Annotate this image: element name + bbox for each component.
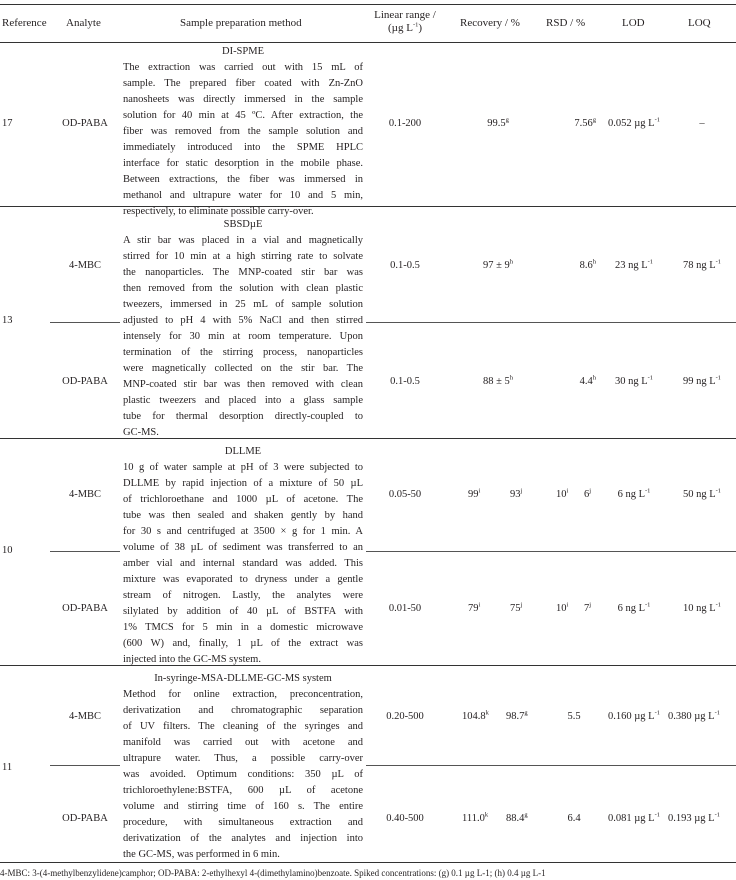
recovery-value: 111.0 bbox=[462, 813, 485, 824]
lod-value: 0.160 µg L bbox=[607, 711, 655, 722]
footnote-marker: j bbox=[589, 487, 592, 495]
unit-exponent: -1 bbox=[654, 811, 660, 819]
method-line: derivatization and chromatographic separation bbox=[123, 705, 363, 716]
lod-cell bbox=[598, 489, 670, 500]
footnote-marker: j bbox=[589, 601, 592, 609]
linear-range-cell: 0.20-500 bbox=[386, 711, 424, 722]
header-recovery: Recovery / % bbox=[460, 17, 520, 29]
lod-value: 6 ng L bbox=[617, 489, 645, 500]
lod-value: 6 ng L bbox=[617, 603, 645, 614]
rsd-cell bbox=[546, 711, 602, 722]
lod-value: 30 ng L bbox=[614, 376, 648, 387]
unit-exponent: -1 bbox=[647, 374, 654, 382]
footnote-marker: h bbox=[509, 258, 513, 266]
method-line: then removed from the solution with clean plastic bbox=[123, 283, 363, 294]
unit-exponent: -1 bbox=[715, 601, 722, 609]
method-line: GC-MS. bbox=[123, 427, 159, 438]
recovery-cell-a bbox=[468, 603, 480, 614]
rsd-cell bbox=[546, 813, 602, 824]
footnote-marker: j bbox=[520, 487, 523, 495]
recovery-cell-a bbox=[468, 489, 480, 500]
recovery-value: 99.5 bbox=[487, 118, 506, 129]
loq-cell bbox=[668, 260, 736, 271]
table-footnote: 4-MBC: 3-(4-methylbenzylidene)camphor; OD-PABA: 2-ethylhexyl 4-(dimethylamino)benzoate. Spiked concentrations: (g) 0.1 µg L-1; (h) 0.4 µg L-1 bbox=[0, 868, 546, 878]
analyte-cell: 4-MBC bbox=[68, 711, 102, 722]
method-line: plastic tweezers and placed into a glass sample bbox=[123, 395, 363, 406]
recovery-cell bbox=[450, 260, 546, 271]
rsd-value: 4.4 bbox=[579, 376, 593, 387]
method-cell bbox=[123, 444, 363, 668]
method-title: DLLME bbox=[224, 446, 262, 457]
footnote-marker: g bbox=[592, 116, 596, 124]
footnote-marker: i bbox=[478, 601, 481, 609]
loq-value: 0.380 µg L bbox=[668, 711, 715, 722]
analyte-cell: 4-MBC bbox=[68, 260, 102, 271]
lod-cell bbox=[598, 711, 670, 722]
footnote-marker: i bbox=[566, 487, 569, 495]
loq-value: – bbox=[699, 118, 705, 129]
header-linear-range-line2: (µg L bbox=[387, 22, 413, 34]
recovery-value: 88.4 bbox=[506, 813, 525, 824]
method-line: 10 g of water sample at pH of 3 were subjected to bbox=[123, 462, 363, 473]
analyte-cell: OD-PABA bbox=[62, 603, 108, 614]
method-line: mixture was evaporated to dryness under a gentle bbox=[123, 574, 363, 585]
reference-cell: 13 bbox=[2, 315, 13, 326]
method-line: A stir bar was placed in a vial and magnetically bbox=[123, 235, 363, 246]
method-line: Between extractions, the fiber was immersed in bbox=[123, 174, 363, 185]
method-line: solution for 40 min at 45 ºC. After extraction, the bbox=[123, 110, 363, 121]
loq-value: 50 ng L bbox=[682, 489, 716, 500]
header-linear-range: Linear range / (µg $L^{-1}$) bbox=[374, 9, 436, 34]
method-line: manifold was carried out with acetone and bbox=[123, 737, 363, 748]
linear-range-cell: 0.01-50 bbox=[388, 603, 422, 614]
method-line: nanosheets was directly immersed in the sample bbox=[123, 94, 363, 105]
lod-cell bbox=[598, 118, 670, 129]
linear-range-cell: 0.1-0.5 bbox=[390, 376, 420, 387]
footnote-marker: j bbox=[520, 601, 523, 609]
rsd-value: 6.4 bbox=[567, 813, 581, 824]
method-line: Method for online extraction, preconcentration, bbox=[123, 689, 363, 700]
method-line: methanol and ultrapure water for 10 and 5 min, bbox=[123, 190, 363, 201]
loq-cell bbox=[668, 603, 736, 614]
recovery-cell bbox=[450, 376, 546, 387]
recovery-value: 79 bbox=[468, 603, 479, 614]
method-line: volume and stirring time of 160 s. The entire bbox=[123, 801, 363, 812]
method-cell bbox=[123, 44, 363, 220]
recovery-value: 99 bbox=[468, 489, 479, 500]
method-line: 1% TMCS for 5 min in a domestic microwave bbox=[123, 622, 363, 633]
recovery-cell-a bbox=[462, 711, 489, 722]
analyte-cell: OD-PABA bbox=[62, 376, 108, 387]
rsd-cell-b bbox=[584, 489, 591, 500]
loq-value: 78 ng L bbox=[682, 260, 716, 271]
footnote-marker: h bbox=[509, 374, 513, 382]
rsd-cell bbox=[546, 118, 596, 129]
loq-cell bbox=[668, 711, 720, 722]
footnote-marker: k bbox=[485, 709, 489, 717]
row-divider bbox=[366, 551, 736, 552]
loq-cell bbox=[668, 118, 736, 129]
header-rule bbox=[0, 42, 736, 43]
unit-exponent: -1 bbox=[654, 116, 660, 124]
method-line: ultrapure water. Thus, a possible carry-over bbox=[123, 753, 363, 764]
lod-value: 23 ng L bbox=[614, 260, 648, 271]
method-line: immediately introduced into the SPME HPLC bbox=[123, 142, 363, 153]
rsd-value: 7.56 bbox=[574, 118, 593, 129]
row-divider bbox=[366, 322, 736, 323]
lod-cell bbox=[598, 376, 670, 387]
group-divider bbox=[0, 206, 736, 207]
method-line: (600 W) and, finally, 1 µL of the extract was bbox=[123, 638, 363, 649]
loq-value: 99 ng L bbox=[682, 376, 716, 387]
analyte-cell: OD-PABA bbox=[62, 813, 108, 824]
recovery-value: 104.8 bbox=[462, 711, 486, 722]
footnote-marker: h bbox=[592, 374, 596, 382]
row-divider bbox=[50, 322, 120, 323]
footnote-marker: g bbox=[505, 116, 509, 124]
method-line: sample. The prepared fiber coated with Zn-ZnO bbox=[123, 78, 363, 89]
recovery-value: 93 bbox=[510, 489, 521, 500]
method-line: the GC-MS, was performed in 6 min. bbox=[123, 849, 280, 860]
loq-value: 10 ng L bbox=[682, 603, 716, 614]
method-line: of UV filters. The cleaning of the syringes and bbox=[123, 721, 363, 732]
lod-cell bbox=[598, 260, 670, 271]
method-line: trichloroethylene:BSTFA, 600 µL of acetone bbox=[123, 785, 363, 796]
recovery-cell-b bbox=[510, 603, 522, 614]
header-method: Sample preparation method bbox=[180, 17, 302, 29]
method-title: In-syringe-MSA-DLLME-GC-MS system bbox=[154, 673, 332, 684]
method-line: MNP-coated stir bar was then removed with clean bbox=[123, 379, 363, 390]
lod-cell bbox=[598, 813, 670, 824]
unit-exponent: -1 bbox=[715, 374, 722, 382]
rsd-cell bbox=[546, 260, 596, 271]
method-title: SBSDµE bbox=[223, 219, 263, 230]
recovery-value: 75 bbox=[510, 603, 521, 614]
analyte-cell: OD-PABA bbox=[62, 118, 108, 129]
method-line: amber vial and internal standard was added. This bbox=[123, 558, 363, 569]
rsd-cell bbox=[546, 376, 596, 387]
reference-cell: 10 bbox=[2, 545, 13, 556]
recovery-cell-b bbox=[506, 711, 528, 722]
rsd-value: 6 bbox=[584, 489, 590, 500]
linear-range-cell: 0.1-200 bbox=[388, 118, 422, 129]
recovery-cell-b bbox=[506, 813, 528, 824]
footnote-marker: i bbox=[478, 487, 481, 495]
method-line: were magnetically collected on the stir bar. The bbox=[123, 363, 363, 374]
rsd-cell-b bbox=[584, 603, 591, 614]
row-divider bbox=[50, 765, 120, 766]
footnote-marker: g bbox=[524, 811, 528, 819]
unit-exponent: -1 bbox=[714, 709, 721, 717]
loq-value: 0.193 µg L bbox=[668, 813, 715, 824]
row-divider bbox=[366, 765, 736, 766]
method-line: for 30 s and centrifuged at 3500 × g for 1 min. A bbox=[123, 526, 363, 537]
unit-exponent: -1 bbox=[715, 258, 722, 266]
unit-exponent: -1 bbox=[654, 709, 660, 717]
method-line: tube was then sealed and shaken gently by hand bbox=[123, 510, 363, 521]
method-cell bbox=[123, 217, 363, 441]
bottom-rule bbox=[0, 862, 736, 863]
reference-cell: 17 bbox=[2, 118, 13, 129]
method-line: stream of nitrogen. Lastly, the analytes were bbox=[123, 590, 363, 601]
loq-cell bbox=[668, 489, 736, 500]
recovery-value: 88 ± 5 bbox=[482, 376, 510, 387]
rsd-cell-a bbox=[556, 489, 568, 500]
footnote-marker: h bbox=[592, 258, 596, 266]
method-line: of trichloroethane and 1000 µL of acetone. The bbox=[123, 494, 363, 505]
group-divider bbox=[0, 665, 736, 666]
header-linear-range-line1: Linear range / bbox=[374, 9, 436, 21]
reference-cell: 11 bbox=[2, 762, 13, 773]
group-divider bbox=[0, 438, 736, 439]
header-lod: LOD bbox=[622, 17, 645, 29]
linear-range-cell: 0.40-500 bbox=[386, 813, 424, 824]
recovery-value: 97 ± 9 bbox=[482, 260, 510, 271]
footnote-marker: k bbox=[484, 811, 489, 819]
unit-exponent: -1 bbox=[647, 258, 654, 266]
unit-exponent: -1 bbox=[645, 487, 651, 495]
method-line: DLLME by rapid injection of a mixture of 50 µL bbox=[123, 478, 363, 489]
row-divider bbox=[50, 551, 120, 552]
recovery-value: 98.7 bbox=[506, 711, 525, 722]
header-linear-range-sup: -1 bbox=[412, 21, 419, 29]
recovery-cell-b bbox=[510, 489, 522, 500]
analyte-cell: 4-MBC bbox=[68, 489, 102, 500]
loq-cell bbox=[668, 376, 736, 387]
rsd-cell-a bbox=[556, 603, 568, 614]
method-line: interface for static desorption in the mobile phase. bbox=[123, 158, 363, 169]
footnote-marker: i bbox=[566, 601, 569, 609]
linear-range-cell: 0.05-50 bbox=[388, 489, 422, 500]
method-line: injected into the GC-MS system. bbox=[123, 654, 261, 665]
method-line: fiber was removed from the sample solution and bbox=[123, 126, 363, 137]
footnote-marker: g bbox=[524, 709, 528, 717]
recovery-cell-a bbox=[462, 813, 488, 824]
lod-value: 0.052 µg L bbox=[607, 118, 655, 129]
rsd-value: 5.5 bbox=[567, 711, 581, 722]
header-analyte: Analyte bbox=[66, 17, 101, 29]
method-line: the nanoparticles. The MNP-coated stir bar was bbox=[123, 267, 363, 278]
method-line: tube for thermal desorption directly-coupled to bbox=[123, 411, 363, 422]
method-title: DI-SPME bbox=[221, 46, 264, 57]
unit-exponent: -1 bbox=[645, 601, 651, 609]
method-line: derivatization of the analytes and injection into bbox=[123, 833, 363, 844]
recovery-cell bbox=[450, 118, 546, 129]
rsd-value: 10 bbox=[556, 489, 567, 500]
header-reference: Reference bbox=[2, 17, 47, 29]
method-line: stirred for 10 min at a high stirring rate to solvate bbox=[123, 251, 363, 262]
loq-cell bbox=[668, 813, 720, 824]
method-line: was avoided. Optimum conditions: 350 µL of bbox=[123, 769, 363, 780]
lod-cell bbox=[598, 603, 670, 614]
rsd-value: 10 bbox=[556, 603, 567, 614]
lod-value: 0.081 µg L bbox=[607, 813, 655, 824]
header-rsd: RSD / % bbox=[546, 17, 586, 29]
rsd-value: 8.6 bbox=[579, 260, 593, 271]
linear-range-cell: 0.1-0.5 bbox=[390, 260, 420, 271]
method-line: adjusted to pH 4 with 5% NaCl and then stirred bbox=[123, 315, 363, 326]
method-line: silylated by addition of 40 µL of BSTFA with bbox=[123, 606, 363, 617]
method-line: tweezers, immersed in 25 mL of sample solution bbox=[123, 299, 363, 310]
method-line: intensely for 30 min at room temperature. Upon bbox=[123, 331, 363, 342]
unit-exponent: -1 bbox=[715, 487, 722, 495]
method-line: respectively, to eliminate possible carry-over. bbox=[123, 206, 314, 217]
method-cell bbox=[123, 671, 363, 863]
method-line: procedure, with simultaneous extraction and bbox=[123, 817, 363, 828]
rsd-value: 7 bbox=[584, 603, 590, 614]
top-rule bbox=[0, 4, 736, 5]
unit-exponent: -1 bbox=[714, 811, 721, 819]
header-loq: LOQ bbox=[688, 17, 711, 29]
method-line: termination of the stirring process, nanoparticles bbox=[123, 347, 363, 358]
method-line: The extraction was carried out with 15 mL of bbox=[123, 62, 363, 73]
method-line: volume of 38 µL of sediment was transferred to an bbox=[123, 542, 363, 553]
